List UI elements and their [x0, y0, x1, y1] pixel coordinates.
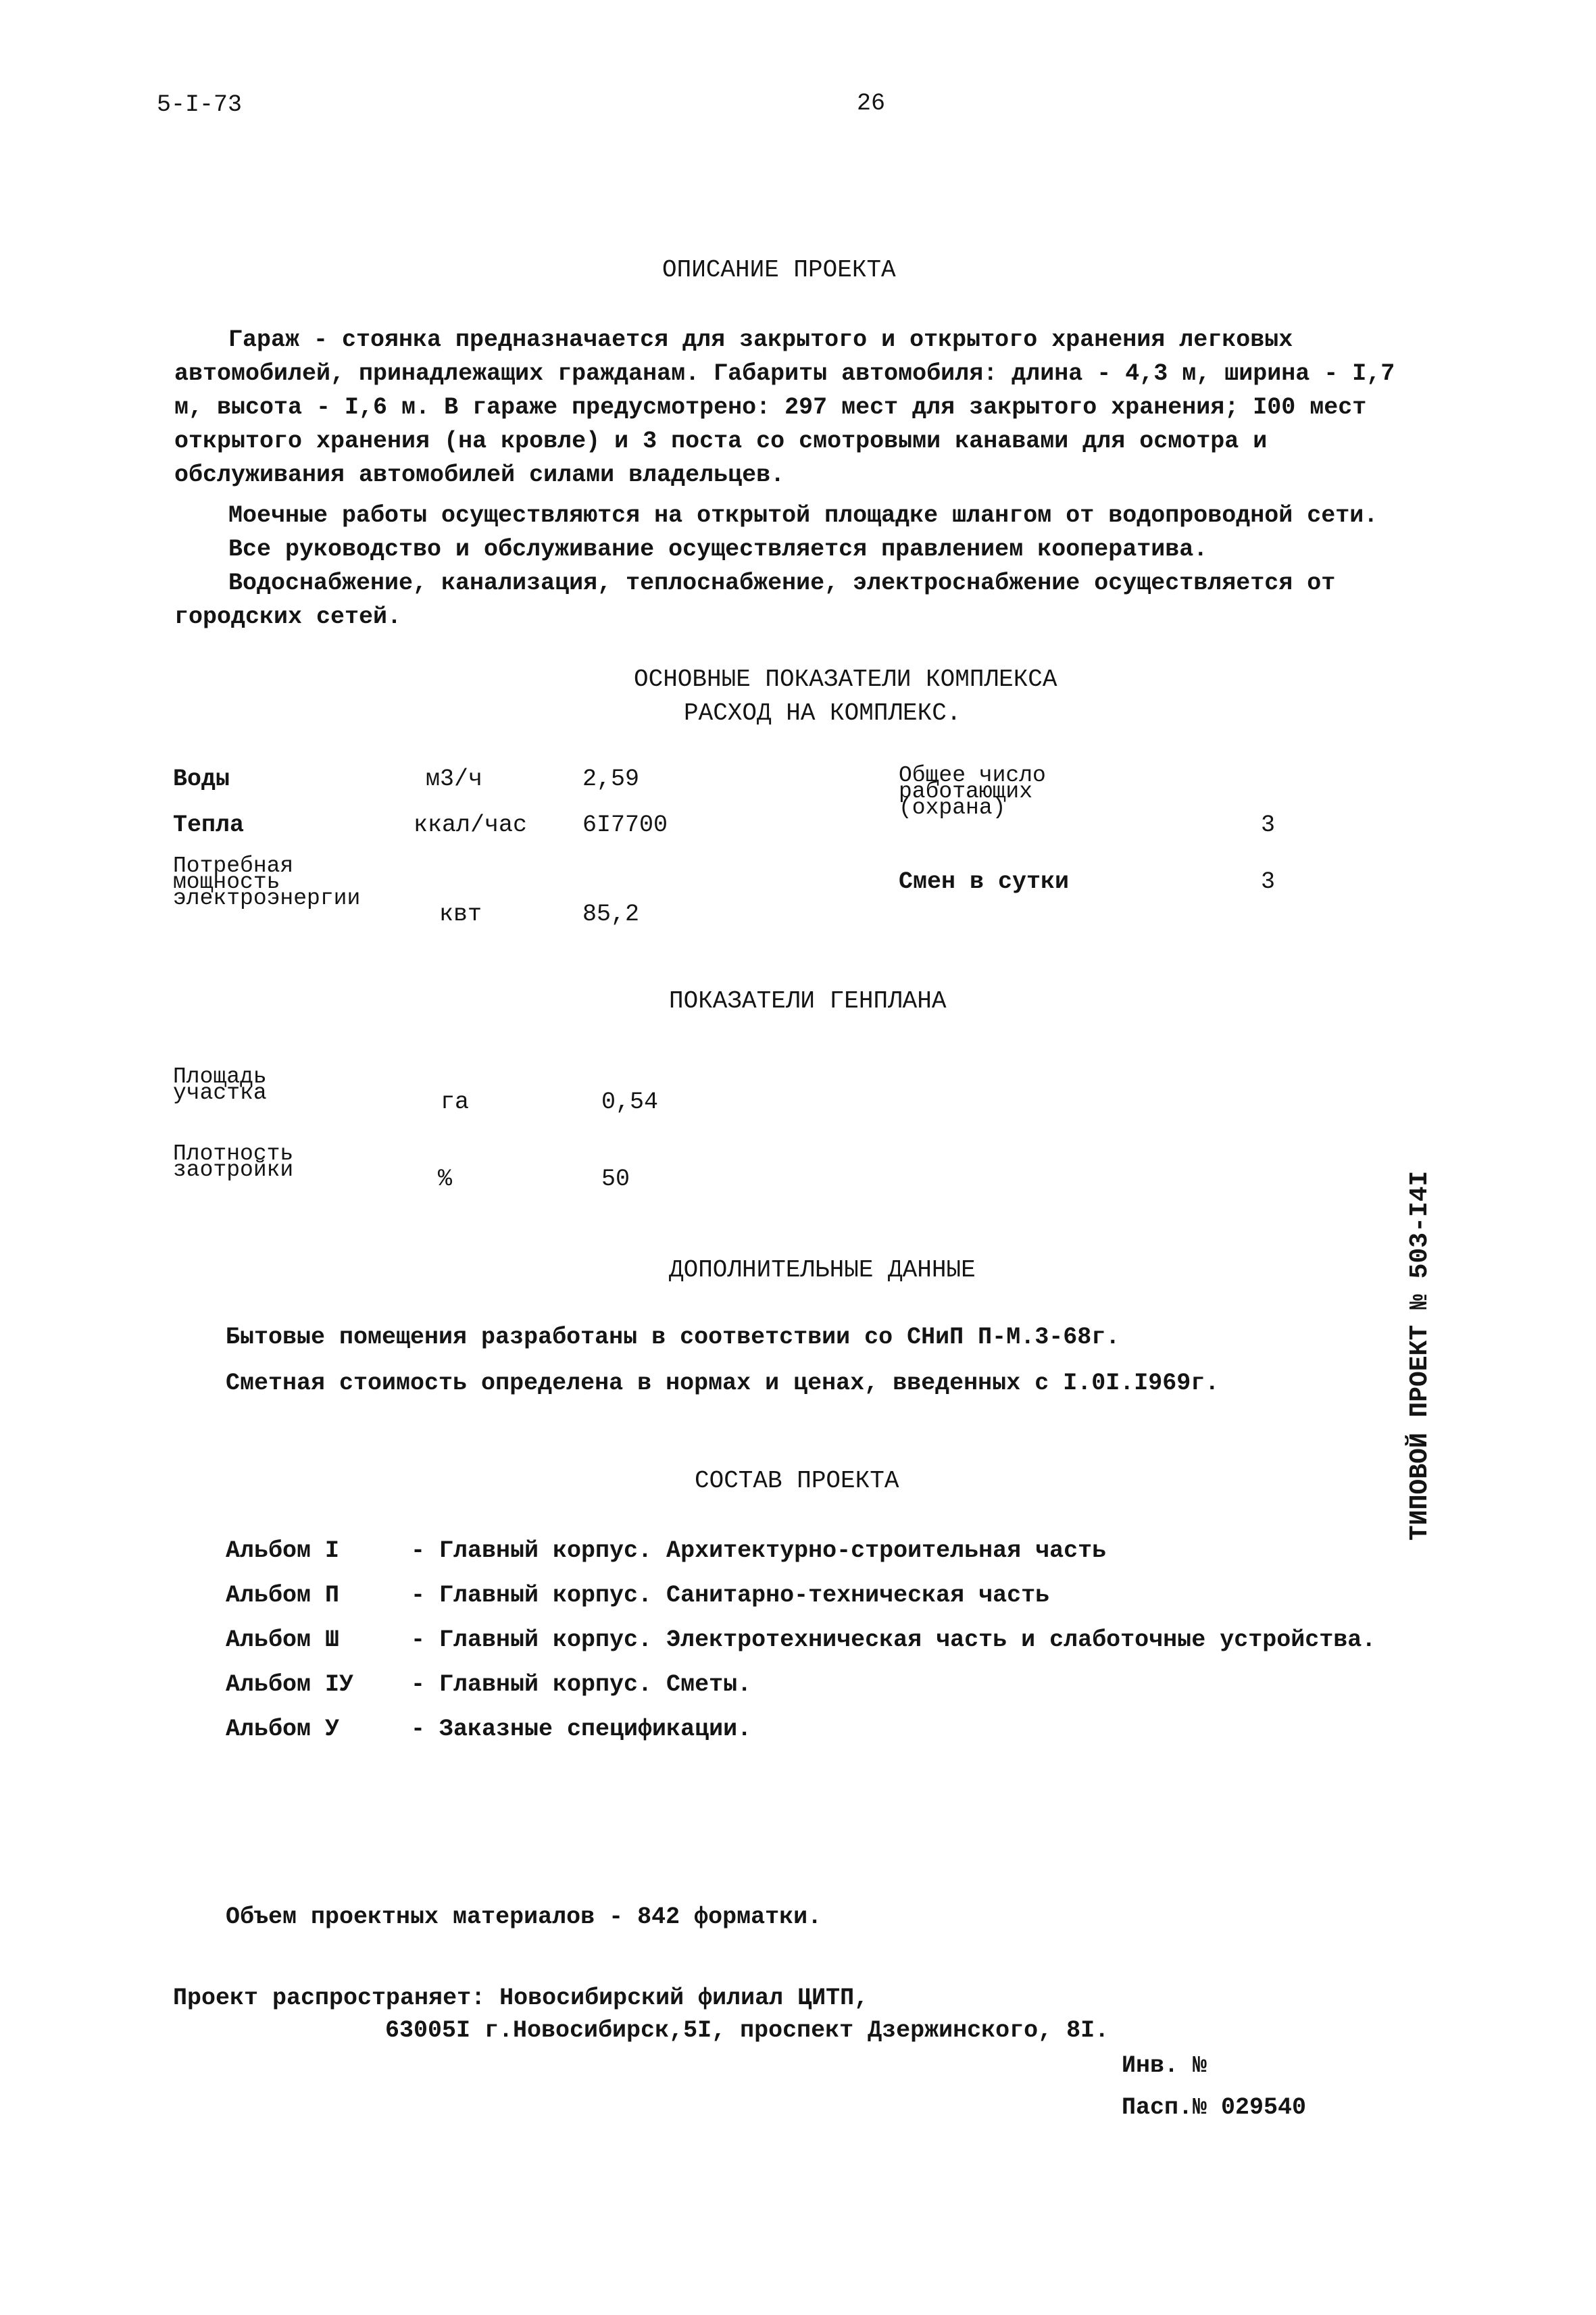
album-text: - Главный корпус. Сметы. [411, 1671, 752, 1698]
additional-line: Бытовые помещения разработаны в соответствии со СНиП П-М.3-68г. [226, 1324, 1120, 1351]
album-text: - Заказные спецификации. [411, 1716, 752, 1743]
indicator-unit: ккал/час [414, 812, 528, 839]
composition-title: СОСТАВ ПРОЕКТА [695, 1467, 899, 1495]
additional-line: Сметная стоимость определена в нормах и ценах, введенных с I.0I.I969г. [226, 1370, 1220, 1397]
album-text: - Главный корпус. Электротехническая часть и слаботочные устройства. [411, 1626, 1376, 1653]
album-name: Альбом IУ [226, 1671, 354, 1698]
distributor: Проект распространяет: Новосибирский филиал ЦИТП, [173, 1985, 869, 2012]
staff-value: 3 [1261, 812, 1276, 839]
main-indicators-subtitle: РАСХОД НА КОМПЛЕКС. [684, 699, 962, 727]
description-paragraph: Все руководство и обслуживание осуществляется правлением кооператива. [228, 536, 1208, 563]
description-paragraph: Гараж - стоянка предназначается для закрытого и открытого хранения легковых автомобилей, принадлежащих гражданам. Габариты автомобиля: длина - 4,3 м, ширина - I,7 м, высота - I,6 м. В гараже предусмотрено: 297 мест для закрытого хранения; I00 мест открытого хранения (на кровле) и 3 поста со смотровыми канавами для осмотра и обслуживания автомобилей силами владельцев. [174, 326, 1395, 489]
indicator-value: 2,59 [582, 766, 640, 793]
indicator-name: Потребная мощность электроэнергии [173, 853, 361, 911]
album-name: Альбом П [226, 1582, 340, 1609]
album-text: - Главный корпус. Санитарно-техническая часть [411, 1582, 1050, 1609]
doc-code: 5-I-73 [157, 91, 243, 118]
album-text: - Главный корпус. Архитектурно-строительная часть [411, 1537, 1107, 1564]
materials-volume: Объем проектных материалов - 842 форматки. [226, 1903, 822, 1931]
staff-name: Общее число работающих (охрана) [899, 763, 1046, 820]
genplan-unit: % [438, 1166, 453, 1193]
page-number: 26 [857, 90, 886, 117]
description-paragraph: Моечные работы осуществляются на открытой площадке шлангом от водопроводной сети. [228, 502, 1378, 529]
additional-title: ДОПОЛНИТЕЛЬНЫЕ ДАННЫЕ [669, 1256, 976, 1284]
side-stamp: ТИПОВОЙ ПРОЕКТ № 503-I4I [1405, 1170, 1435, 1541]
genplan-value: 0,54 [601, 1089, 659, 1116]
album-name: Альбом I [226, 1537, 340, 1564]
genplan-value: 50 [601, 1166, 630, 1193]
indicator-unit: квт [439, 901, 482, 928]
staff-name: Смен в сутки [899, 868, 1070, 895]
genplan-unit: га [441, 1089, 470, 1116]
indicator-value: 85,2 [582, 901, 640, 928]
genplan-name: Площадь участка [173, 1064, 267, 1105]
indicator-unit: м3/ч [426, 766, 483, 793]
description-title: ОПИСАНИЕ ПРОЕКТА [662, 256, 896, 284]
inventory-number: Инв. № [1122, 2052, 1207, 2079]
genplan-name: Плотность заотройки [173, 1141, 294, 1183]
indicator-name: Воды [173, 766, 230, 793]
staff-value: 3 [1261, 868, 1276, 895]
genplan-title: ПОКАЗАТЕЛИ ГЕНПЛАНА [669, 987, 947, 1015]
description-paragraph: Водоснабжение, канализация, теплоснабжение, электроснабжение осуществляется от городских сетей. [174, 570, 1336, 630]
album-name: Альбом У [226, 1716, 340, 1743]
album-name: Альбом Ш [226, 1626, 340, 1653]
passport-number: Пасп.№ 029540 [1122, 2094, 1307, 2121]
distributor-address: 63005I г.Новосибирск,5I, проспект Дзержинского, 8I. [385, 2017, 1109, 2044]
indicator-value: 6I7700 [582, 812, 668, 839]
indicator-name: Тепла [173, 812, 245, 839]
description-text [174, 323, 1411, 634]
main-indicators-title: ОСНОВНЫЕ ПОКАЗАТЕЛИ КОМПЛЕКСА [634, 666, 1057, 693]
